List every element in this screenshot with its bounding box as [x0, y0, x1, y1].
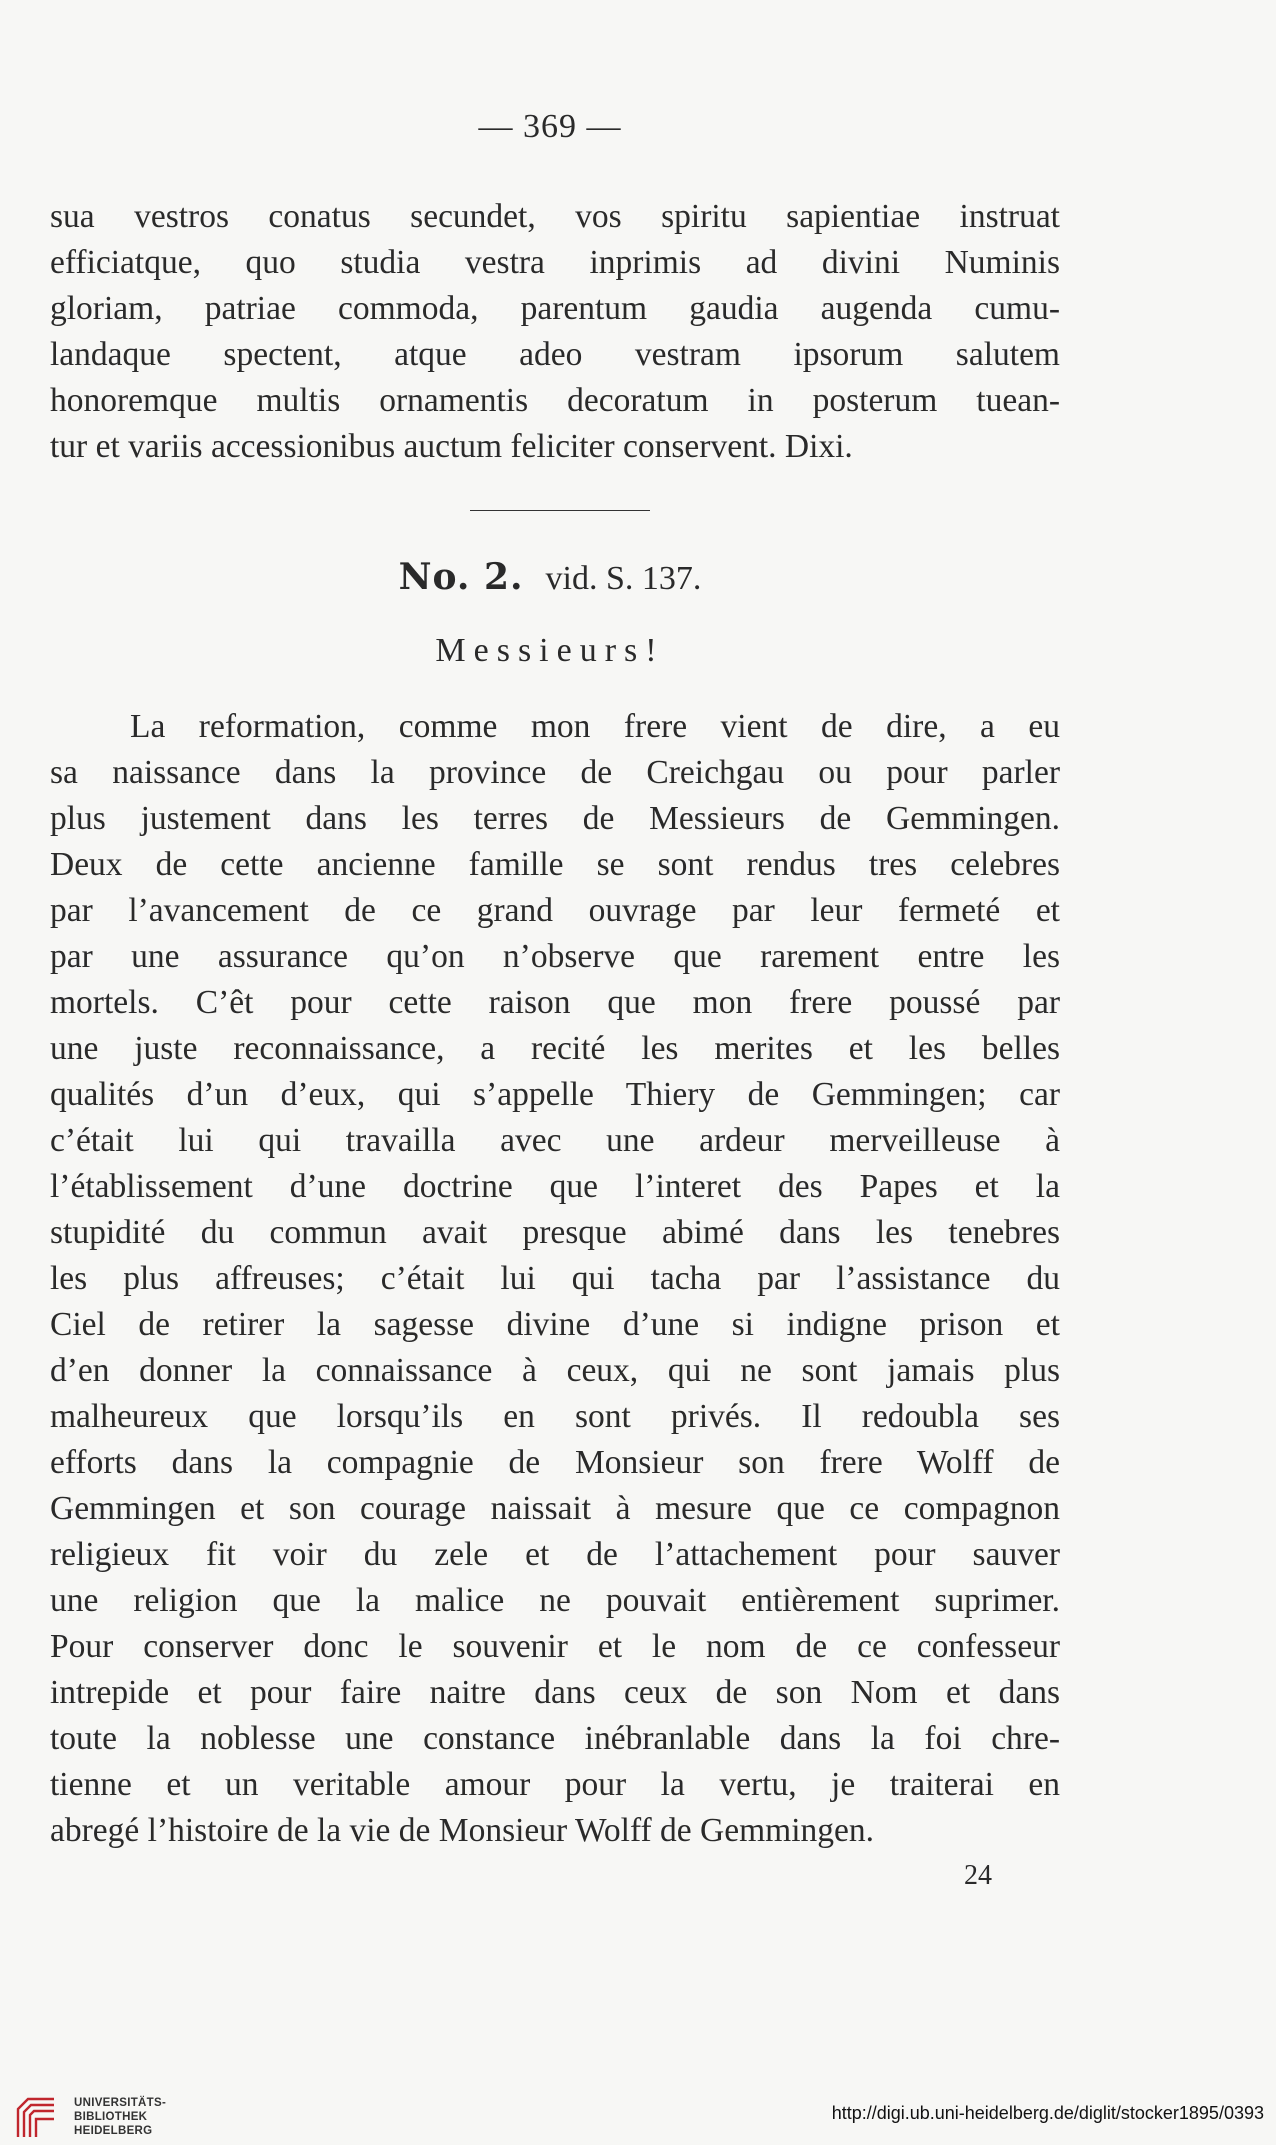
- page-number-header: — 369 —: [478, 108, 622, 145]
- text-line: Deux de cette ancienne famille se sont rendus tres celebres: [50, 846, 1060, 883]
- french-paragraph: [50, 704, 1060, 1854]
- library-name-line: BIBLIOTHEK: [74, 2111, 148, 2123]
- text-line: La reformation, comme mon frere vient de dire, a eu: [130, 708, 1060, 745]
- section-heading: [0, 556, 1100, 598]
- text-line: une juste reconnaissance, a recité les merites et les belles: [50, 1030, 1060, 1067]
- text-line: tur et variis accessionibus auctum feliciter conservent. Dixi.: [50, 428, 853, 465]
- text-line: sa naissance dans la province de Creichgau ou pour parler: [50, 754, 1060, 791]
- library-name: [74, 2096, 166, 2138]
- signature-mark: 24: [964, 1860, 992, 1891]
- text-line: toute la noblesse une constance inébranlable dans la foi chre-: [50, 1720, 1060, 1757]
- text-line: landaque spectent, atque adeo vestram ipsorum salutem: [50, 336, 1060, 373]
- section-divider: [470, 510, 650, 511]
- text-line: abregé l’histoire de la vie de Monsieur Wolff de Gemmingen.: [50, 1812, 875, 1849]
- text-line: d’en donner la connaissance à ceux, qui ne sont jamais plus: [50, 1352, 1060, 1389]
- text-line: Ciel de retirer la sagesse divine d’une si indigne prison et: [50, 1306, 1060, 1343]
- section-number: No. 2.: [398, 556, 524, 598]
- text-line: efficiatque, quo studia vestra inprimis ad divini Numinis: [50, 244, 1060, 281]
- text-line: par une assurance qu’on n’observe que rarement entre les: [50, 938, 1060, 975]
- section-reference: vid. S. 137.: [545, 560, 702, 597]
- text-line: Pour conserver donc le souvenir et le nom de ce confesseur: [50, 1628, 1060, 1665]
- text-line: une religion que la malice ne pouvait entièrement suprimer.: [50, 1582, 1060, 1619]
- text-line: efforts dans la compagnie de Monsieur son frere Wolff de: [50, 1444, 1060, 1481]
- text-line: mortels. C’êt pour cette raison que mon frere poussé par: [50, 984, 1060, 1021]
- source-url-link[interactable]: http://digi.ub.uni-heidelberg.de/diglit/stocker1895/0393: [831, 2103, 1264, 2123]
- text-line: les plus affreuses; c’était lui qui tacha par l’assistance du: [50, 1260, 1060, 1297]
- text-line: gloriam, patriae commoda, parentum gaudia augenda cumu-: [50, 290, 1060, 327]
- text-line: par l’avancement de ce grand ouvrage par leur fermeté et: [50, 892, 1060, 929]
- text-line: plus justement dans les terres de Messieurs de Gemmingen.: [50, 800, 1060, 837]
- digitization-footer: [0, 2085, 1276, 2145]
- library-name-line: UNIVERSITÄTS-: [74, 2097, 167, 2109]
- text-line: sua vestros conatus secundet, vos spiritu sapientiae instruat: [50, 198, 1060, 235]
- library-logo-icon: [14, 2095, 58, 2139]
- text-line: qualités d’un d’eux, qui s’appelle Thiery de Gemmingen; car: [50, 1076, 1060, 1113]
- text-line: Gemmingen et son courage naissait à mesure que ce compagnon: [50, 1490, 1060, 1527]
- library-name-line: HEIDELBERG: [74, 2125, 153, 2137]
- text-line: tienne et un veritable amour pour la vertu, je traiterai en: [50, 1766, 1060, 1803]
- text-line: intrepide et pour faire naitre dans ceux de son Nom et dans: [50, 1674, 1060, 1711]
- salutation: Messieurs!: [435, 632, 665, 669]
- text-line: honoremque multis ornamentis decoratum in posterum tuean-: [50, 382, 1060, 419]
- text-line: religieux fit voir du zele et de l’attachement pour sauver: [50, 1536, 1060, 1573]
- text-line: c’était lui qui travailla avec une ardeur merveilleuse à: [50, 1122, 1060, 1159]
- text-line: stupidité du commun avait presque abimé dans les tenebres: [50, 1214, 1060, 1251]
- latin-paragraph: [50, 194, 1060, 470]
- text-line: l’établissement d’une doctrine que l’interet des Papes et la: [50, 1168, 1060, 1205]
- text-line: malheureux que lorsqu’ils en sont privés. Il redoubla ses: [50, 1398, 1060, 1435]
